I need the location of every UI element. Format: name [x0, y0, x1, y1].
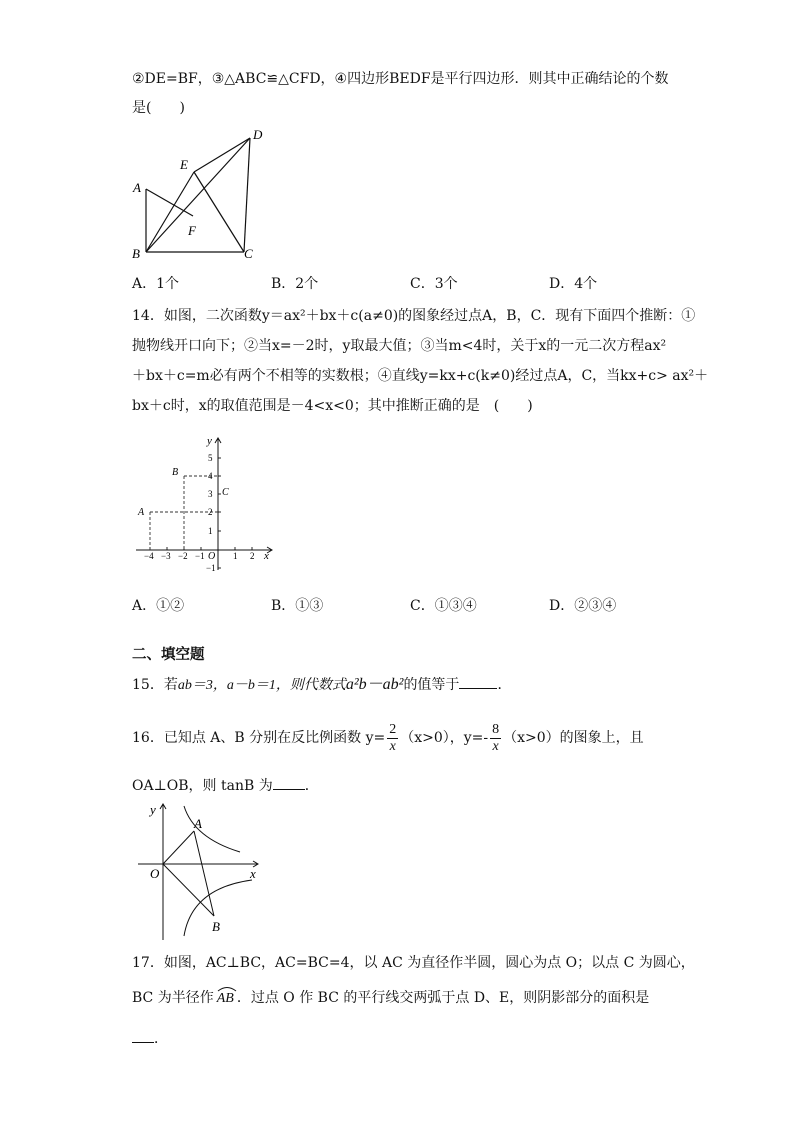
q16-label-O: O [150, 866, 160, 881]
q16-label-x: x [250, 866, 256, 881]
q14-graph [130, 432, 280, 577]
q15-suffix: 的值等于 [403, 677, 460, 693]
q13-option-d: D．4个 [549, 276, 598, 292]
q15-end: ． [497, 677, 512, 693]
q17-line2-a: BC 为半径作 [132, 990, 214, 1006]
q14-option-a: A．①② [132, 598, 185, 614]
q13-label-B: B [132, 246, 140, 261]
q13-label-F: F [188, 223, 196, 238]
q14-point-C: C [222, 487, 229, 498]
q14-option-c: C．①③④ [410, 598, 477, 614]
q17-arc-symbol [217, 988, 234, 1009]
q16-label-B: B [212, 919, 220, 934]
q16-answer-blank [273, 775, 305, 790]
q17-line2 [132, 988, 649, 1009]
q17-arc-label: AB [216, 991, 234, 1006]
q16-frac1-numerator: 2 [389, 721, 397, 737]
q15-answer-blank [459, 674, 497, 689]
q14-ytick-3: 3 [208, 489, 213, 499]
q16-end: ． [304, 778, 319, 794]
q17-answer-blank [132, 1028, 154, 1043]
q13-option-b: B．2个 [271, 276, 319, 292]
q15-cond2: a－b＝1，则代数式 [226, 678, 346, 693]
q16-fraction-2 [490, 722, 501, 755]
q13-figure [128, 124, 268, 264]
q14-point-A: A [138, 507, 145, 518]
q14-option-b: B．①③ [271, 598, 324, 614]
section-title: 二、填空题 [132, 647, 205, 663]
q14-origin: O [208, 551, 216, 562]
q15-line [132, 674, 511, 696]
q14-xtick-m2: −2 [178, 551, 188, 561]
q16-label-A: A [194, 816, 202, 831]
q16-tail: （x>0）的图象上，且 [503, 730, 644, 746]
q16-mid: （x>0），y=- [400, 730, 489, 746]
q14-ytick-1: 1 [208, 526, 213, 536]
q16-line1 [132, 718, 644, 758]
q16-frac2-denominator: x [492, 738, 499, 754]
q14-ytick-2: 2 [208, 507, 213, 517]
q17-line1: 17．如图，AC⊥BC，AC=BC=4，以 AC 为直径作半圆，圆心为点 O；以点 C 为圆心， [132, 955, 695, 971]
q14-line4: bx＋c时，x的取值范围是－4<x<0；其中推断正确的是 ( ) [132, 398, 533, 414]
q16-frac2-numerator: 8 [492, 721, 500, 737]
q17-line2-b: ．过点 O 作 BC 的平行线交两弧于点 D、E，则阴影部分的面积是 [236, 990, 650, 1006]
q14-xtick-1: 1 [233, 551, 238, 561]
q16-line2 [132, 775, 319, 796]
q16-fraction-1 [387, 722, 398, 755]
q13-line2: 是( ) [132, 100, 185, 116]
arc-mark-icon [217, 986, 237, 992]
q14-xtick-m3: −3 [161, 551, 171, 561]
q13-label-C: C [244, 246, 253, 261]
q14-x-label: x [264, 550, 269, 562]
q16-prefix: 16．已知点 A、B 分别在反比例函数 y= [132, 730, 386, 746]
q13-label-D: D [253, 127, 263, 142]
q13-label-E: E [180, 157, 188, 172]
q15-prefix: 15．若 [132, 677, 178, 693]
q15-cond1: ab＝3， [177, 678, 227, 693]
q16-label-y: y [150, 802, 156, 817]
q17-line3 [132, 1028, 168, 1049]
q13-label-A: A [133, 180, 141, 195]
q13-line1: ②DE=BF，③△ABC≌△CFD，④四边形BEDF是平行四边形．则其中正确结论的个数 [132, 71, 669, 87]
q14-y-label: y [207, 435, 212, 447]
q16-figure [130, 798, 270, 943]
q14-line1: 14．如图，二次函数y＝ax²＋bx＋c(a≠0)的图象经过点A，B，C．现有下面四个推断：① [132, 308, 696, 324]
q15-expression: a²b－ab² [345, 676, 404, 693]
q14-line3: ＋bx＋c=m必有两个不相等的实数根；④直线y=kx+c(k≠0)经过点A，C，当kx+c> ax²＋ [132, 368, 709, 384]
q14-xtick-m1: −1 [195, 551, 205, 561]
q16-frac1-denominator: x [389, 738, 396, 754]
q14-xtick-2: 2 [250, 551, 255, 561]
q17-end: ． [154, 1031, 168, 1047]
q13-option-a: A．1个 [132, 276, 180, 292]
q16-line2-text: OA⊥OB，则 tanB 为 [132, 778, 273, 794]
q14-option-d: D．②③④ [549, 598, 617, 614]
q14-ytick-4: 4 [208, 471, 213, 481]
q14-line2: 抛物线开口向下；②当x=－2时，y取最大值；③当m<4时，关于x的一元二次方程ax² [132, 338, 667, 354]
q14-point-B: B [172, 467, 179, 478]
q14-ytick-m1: −1 [206, 563, 216, 573]
q13-option-c: C．3个 [410, 276, 458, 292]
q14-ytick-5: 5 [208, 453, 213, 463]
q14-xtick-m4: −4 [144, 551, 154, 561]
